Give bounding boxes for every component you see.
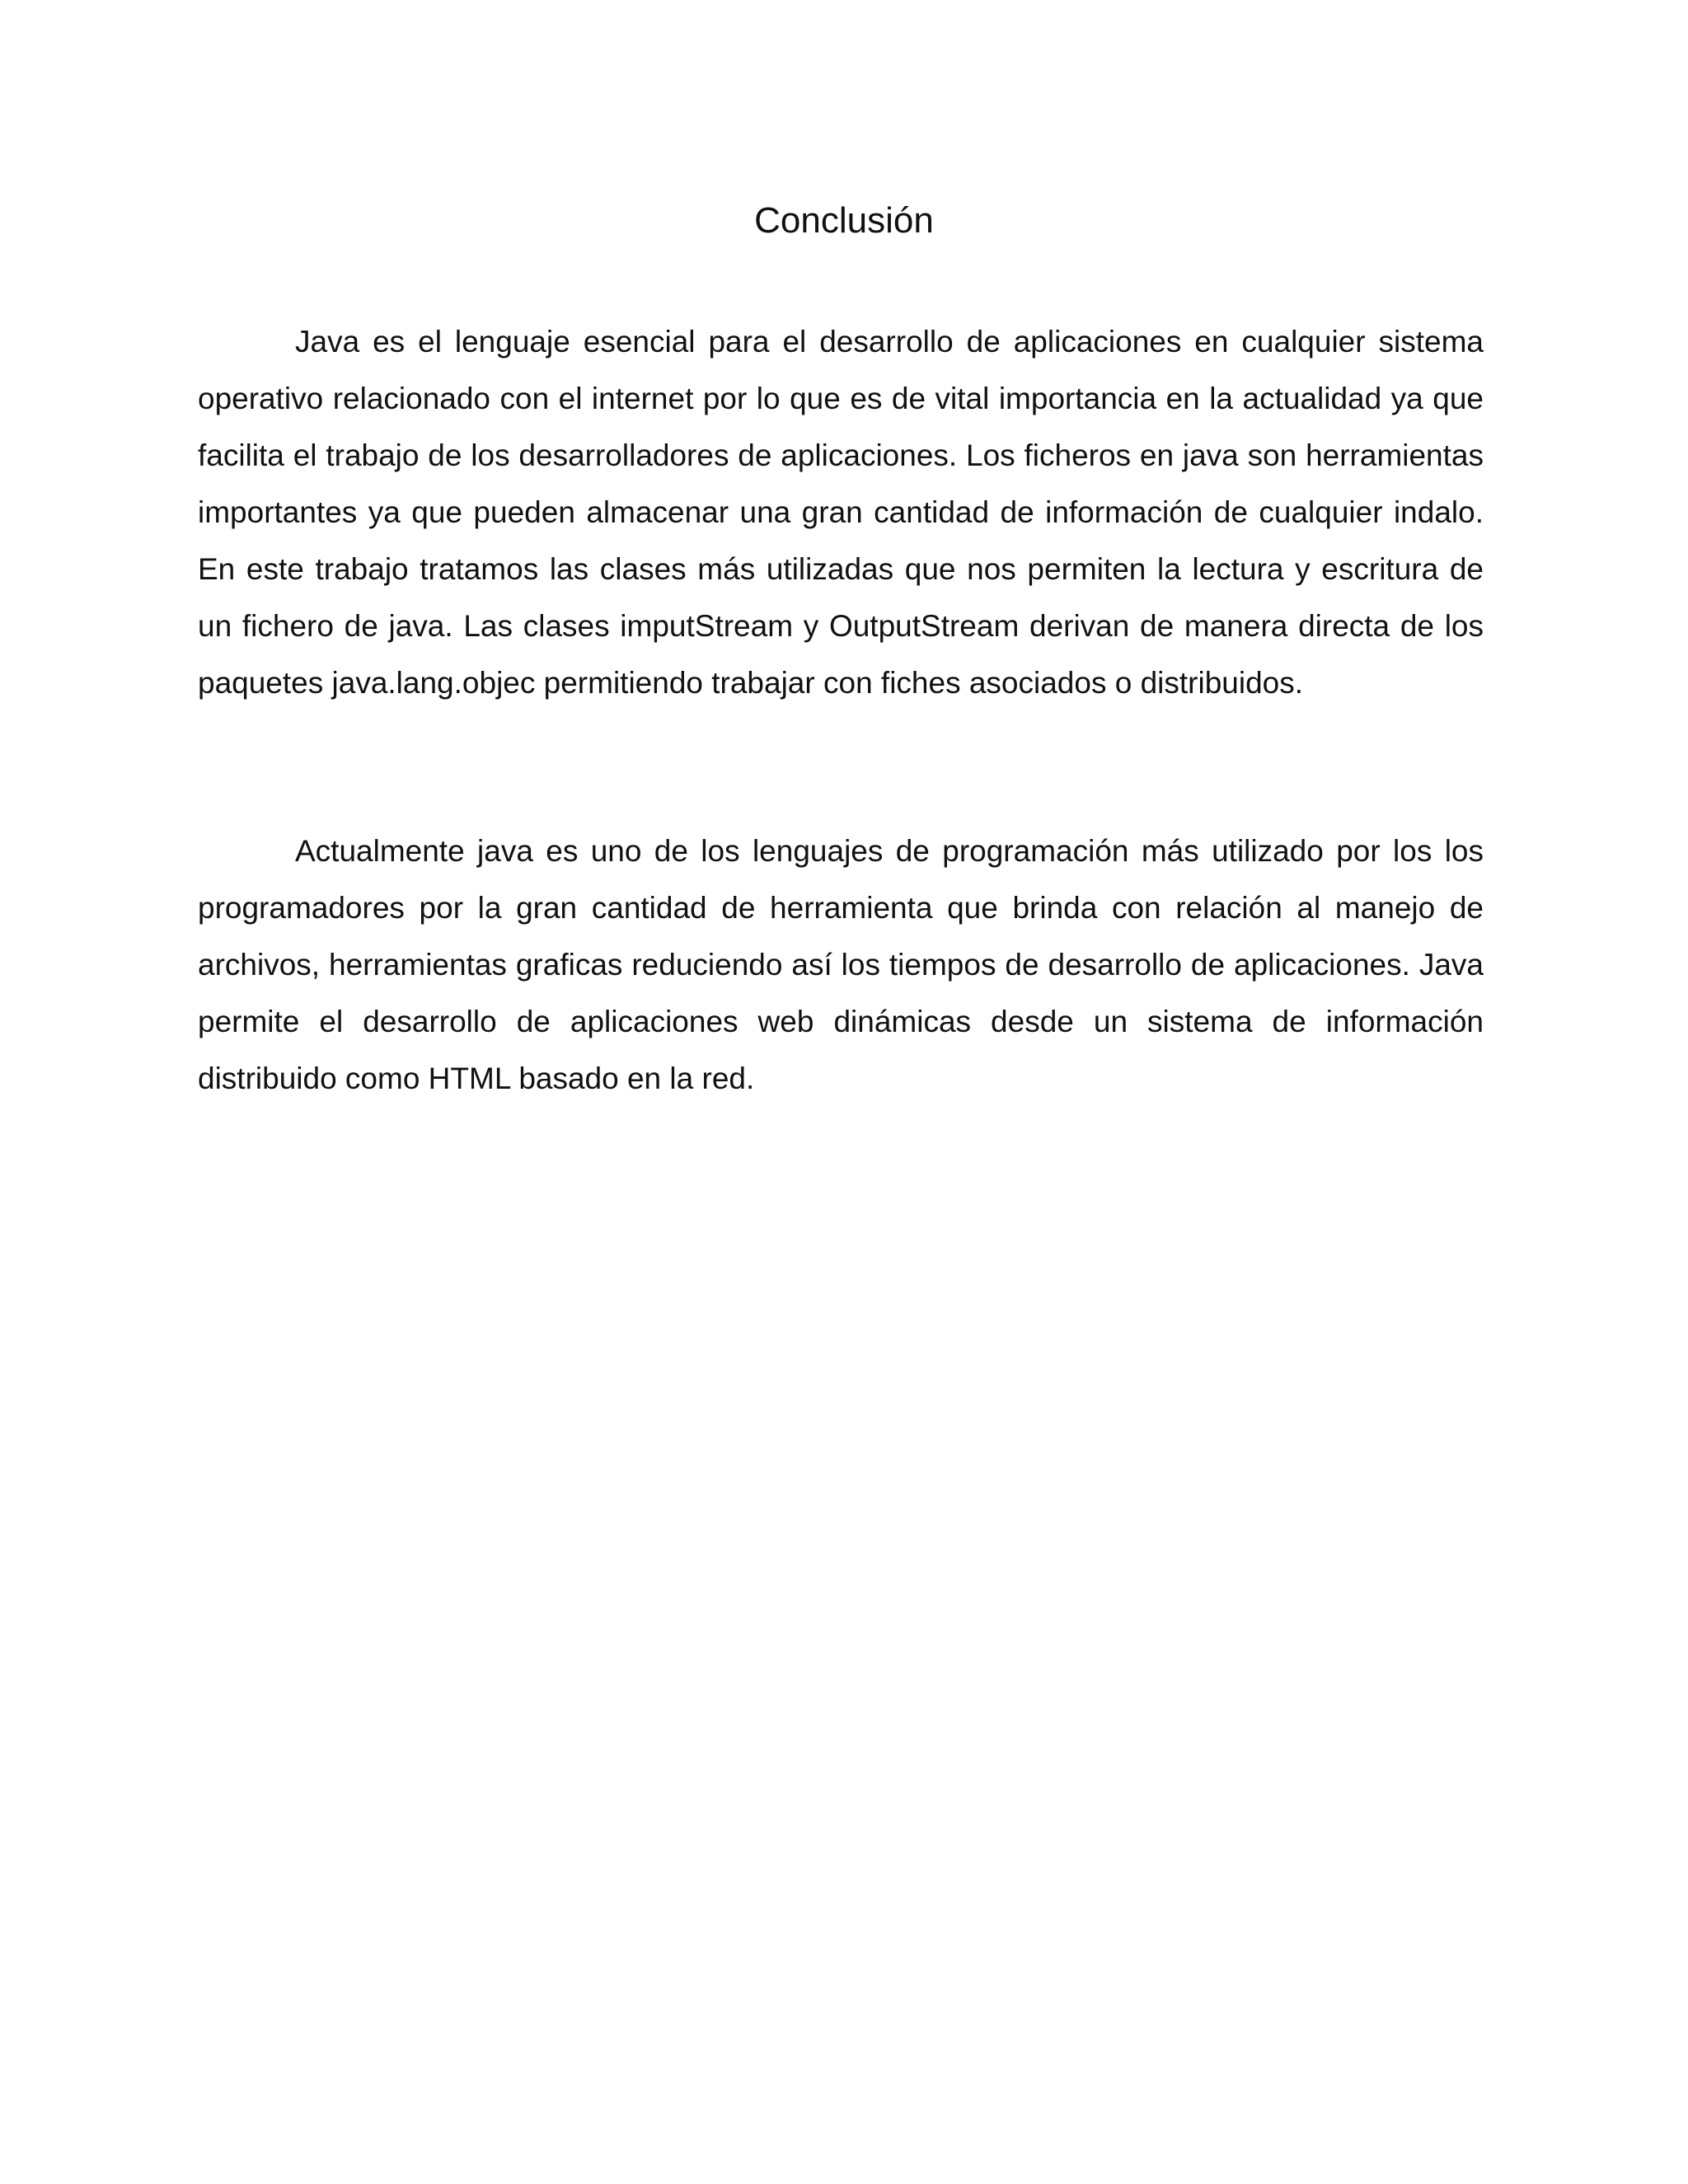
paragraph-2: Actualmente java es uno de los lenguajes de programación más utilizado por los los programadores por la gran cantidad de herramienta que brinda con relación al manejo de archivos, herramientas graficas reduciendo así los tiempos de desarrollo de aplicaciones. Java permite el desarrollo de aplicaciones web dinámicas desde un sistema de información distribuido como HTML basado en la red. [198, 834, 1484, 1095]
page-title: Conclusión [754, 200, 934, 241]
paragraph-1: Java es el lenguaje esencial para el desarrollo de aplicaciones en cualquier sistema operativo relacionado con el internet por lo que es de vital importancia en la actualidad ya que facilita el trabajo de los desarrolladores de aplicaciones. Los ficheros en java son herramientas importantes ya que pueden almacenar una gran cantidad de información de cualquier indalo. En este trabajo tratamos las clases más utilizadas que nos permiten la lectura y escritura de un fichero de java. Las clases imputStream y OutputStream derivan de manera directa de los paquetes java.lang.objec permitiendo trabajar con fiches asociados o distribuidos. [198, 325, 1484, 700]
